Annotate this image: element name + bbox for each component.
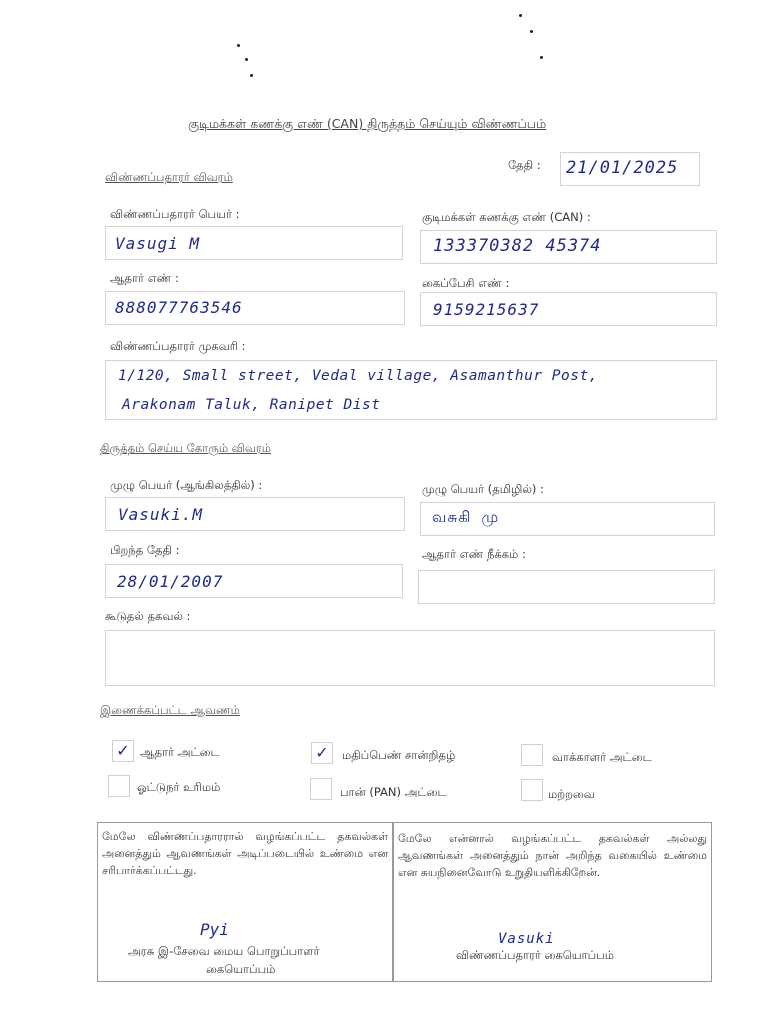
officer-signature-scribble: Pyi (200, 920, 229, 939)
date-label: தேதி : (508, 158, 541, 172)
scan-speck (237, 44, 240, 47)
can-value: 133370382 45374 (433, 236, 602, 256)
applicant-signature-label: விண்ணப்பதாரர் கையொப்பம் (456, 948, 614, 962)
mobile-label: கைப்பேசி எண் : (422, 276, 510, 290)
extra-info-field (105, 630, 715, 686)
document-label: மற்றவை (548, 787, 595, 801)
scan-speck (540, 56, 543, 59)
document-checkbox-others (521, 779, 543, 801)
document-label: ஆதார் அட்டை (140, 745, 220, 759)
officer-signature-label-line2: கையொப்பம் (206, 962, 276, 976)
document-label: மதிப்பெண் சான்றிதழ் (342, 748, 456, 762)
applicant-signature: Vasuki (498, 931, 555, 947)
document-label: ஓட்டுநர் உரிமம் (137, 780, 221, 794)
document-checkbox-marksheet (311, 742, 333, 764)
check-icon: ✓ (315, 743, 329, 762)
aadhaar-remove-label: ஆதார் எண் நீக்கம் : (422, 547, 526, 561)
fullname-en-label: முழு பெயர் (ஆங்கிலத்தில்) : (110, 478, 263, 492)
form-title: குடிமக்கள் கணக்கு எண் (CAN) திருத்தம் செய்யும் விண்ணப்பம் (188, 116, 547, 131)
can-label: குடிமக்கள் கணக்கு எண் (CAN) : (422, 210, 591, 224)
scan-speck (530, 30, 533, 33)
fullname-en-value: Vasuki.M (118, 505, 204, 524)
document-checkbox-license (108, 775, 130, 797)
declaration-right-text: மேலே என்னால் வழங்கப்பட்ட தகவல்கள் அல்லது ஆவணங்கள் அனைத்தும் நான் அறிந்த வகையில் உண்மை என சுயநினைவோடு உறுதியளிக்கிறேன். (398, 832, 707, 879)
document-label: வாக்காளர் அட்டை (552, 750, 652, 764)
address-line-1: 1/120, Small street, Vedal village, Asamanthur Post, (118, 368, 598, 384)
extra-info-label: கூடுதல் தகவல் : (105, 609, 191, 623)
applicant-name-value: Vasugi M (115, 234, 201, 253)
scan-speck (245, 58, 248, 61)
address-label: விண்ணப்பதாரர் முகவரி : (110, 339, 246, 353)
aadhaar-remove-field (418, 570, 715, 604)
declaration-left-text: மேலே விண்ணப்பதாரரால் வழங்கப்பட்ட தகவல்கள் அனைத்தும் ஆவணங்கள் அடிப்படையில் உண்மை என சரிபார்க்கப்பட்டது. (102, 830, 388, 877)
applicant-name-label: விண்ணப்பதாரர் பெயர் : (110, 207, 240, 221)
fullname-ta-label: முழு பெயர் (தமிழில்) : (422, 482, 544, 496)
dob-value: 28/01/2007 (117, 572, 224, 591)
date-value: 21/01/2025 (566, 158, 679, 178)
document-label: பான் (PAN) அட்டை (340, 785, 447, 799)
section-documents-heading: இணைக்கப்பட்ட ஆவணம் (100, 703, 240, 717)
section-correction-heading: திருத்தம் செய்ய கோரும் விவரம் (100, 441, 272, 455)
document-checkbox-voter (521, 744, 543, 766)
check-icon: ✓ (116, 741, 130, 760)
aadhaar-value: 888077763546 (115, 298, 243, 317)
document-checkbox-pan (310, 778, 332, 800)
mobile-value: 9159215637 (433, 300, 540, 319)
aadhaar-label: ஆதார் எண் : (110, 271, 179, 285)
scan-speck (250, 74, 253, 77)
address-line-2: Arakonam Taluk, Ranipet Dist (122, 397, 381, 413)
document-checkbox-aadhaar (112, 740, 134, 762)
scan-speck (519, 14, 522, 17)
section-applicant-heading: விண்ணப்பதாரர் விவரம் (105, 170, 233, 184)
dob-label: பிறந்த தேதி : (110, 543, 180, 557)
fullname-ta-value: வசுகி மு (432, 508, 500, 526)
officer-signature-label-line1: அரசு இ-சேவை மைய பொறுப்பாளர் (128, 944, 320, 958)
